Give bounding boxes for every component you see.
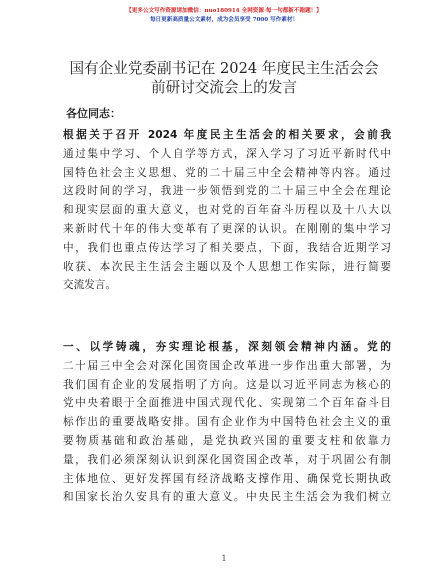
promo-banner-top: 【更多公文写作资源请加微信：nuo180914 全网资源·每一句都新不跑题！】 [126, 8, 322, 14]
paragraph-intro [63, 126, 391, 295]
paragraph-line: 和国家长治久安具有的重大意义。中央民主生活会为我们树立 [63, 491, 391, 504]
promo-banner-subtitle: 每日更新高质量公文素材，成为会员享受 7000 写作素材！ [149, 16, 299, 23]
paragraph-line: 党中央着眼于全面推进中国式现代化、实现第二个百年奋斗目 [63, 397, 391, 410]
paragraph-line: 量，我们必须深刻认识到深化国资国企改革，对于巩固公有制 [63, 453, 391, 466]
section-heading-line: 一、以学铸魂，夯实理论根基，深刻领会精神内涵。党的 [63, 341, 391, 353]
paragraph-line: 来新时代十年的伟大变革有了更深的认识。在刚刚的集中学习 [63, 222, 391, 235]
paragraph-line: 中，我们也重点传达学习了相关要点，下面，我结合近期学习 [63, 241, 391, 254]
paragraph-line: 标作出的重要战略安排。国有企业作为中国特色社会主义的重 [63, 416, 391, 429]
paragraph-line: 主体地位、更好发挥国有经济战略支撑作用、确保党长期执政 [63, 472, 391, 485]
page-number: 1 [221, 554, 227, 563]
title-line-2: 前研讨交流会上的发言 [151, 78, 297, 96]
title-line-1: 国有企业党委副书记在 2024 年度民主生活会会 [69, 60, 379, 77]
salutation: 各位同志： [66, 107, 121, 120]
paragraph-line: 交流发言。 [63, 279, 116, 292]
document-title [20, 60, 428, 97]
paragraph-line: 收获、本次民主生活会主题以及个人思想工作实际，进行简要 [63, 260, 391, 273]
paragraph-line: 和现实层面的重大意义，也对党的百年奋斗历程以及十八大以 [63, 204, 391, 217]
paragraph-line: 二十届三中全会对深化国资国企改革进一步作出重大部署，为 [63, 359, 391, 372]
paragraph-line: 根据关于召开 2024 年度民主生活会的相关要求，会前我 [63, 129, 391, 141]
paragraph-section-one [63, 338, 391, 507]
paragraph-line: 国特色社会主义思想、党的二十届三中全会精神等内容。通过 [63, 166, 391, 179]
paragraph-line: 要物质基础和政治基础，是党执政兴国的重要支柱和依靠力 [63, 434, 391, 447]
paragraph-line: 这段时间的学习，我进一步领悟到党的二十届三中全会在理论 [63, 185, 391, 198]
paragraph-line: 我们国有企业的发展指明了方向。这是以习近平同志为核心的 [63, 378, 391, 391]
paragraph-line: 通过集中学习、个人自学等方式，深入学习了习近平新时代中 [63, 147, 391, 160]
